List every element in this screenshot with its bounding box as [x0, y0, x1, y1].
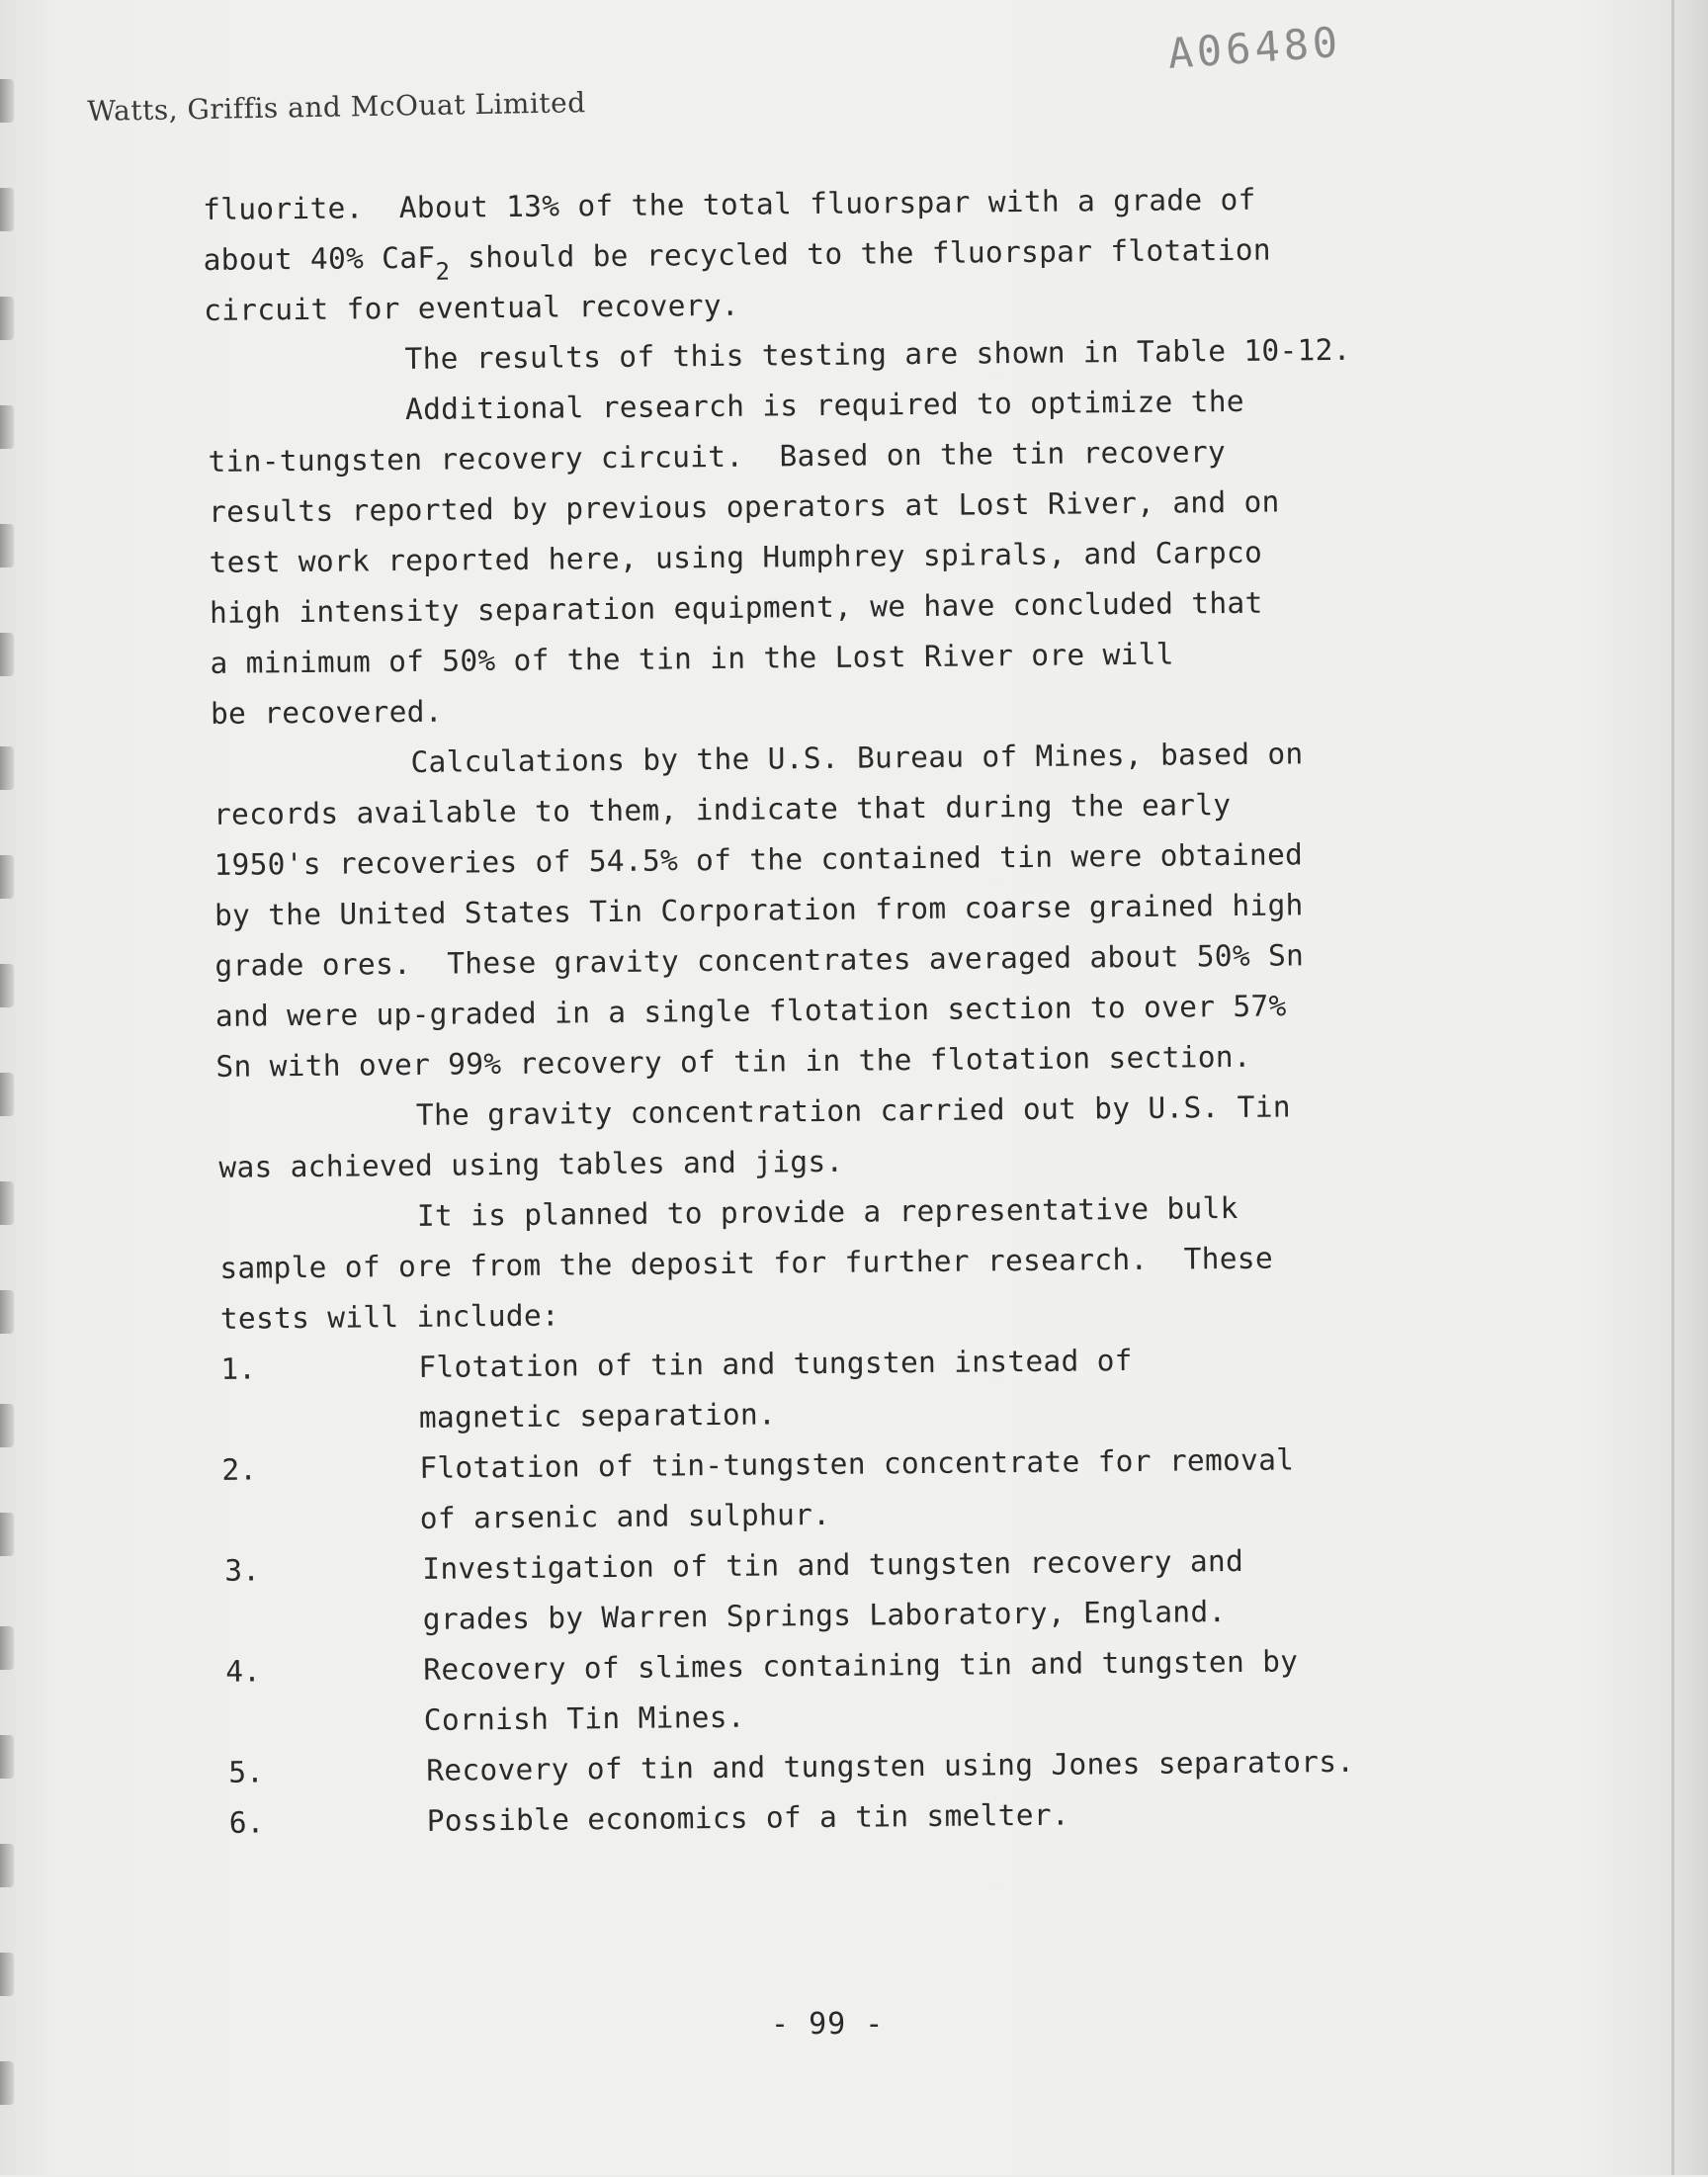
list-item-text: Recovery of tin and tungsten using Jones separators.: [426, 1744, 1355, 1787]
paragraph-line: a minimum of 50% of the tin in the Lost River ore will: [210, 637, 1174, 680]
paragraph-line: was achieved using tables and jigs.: [218, 1144, 844, 1184]
subscript: 2: [435, 257, 451, 286]
list-item-number: 3.: [224, 1553, 261, 1588]
list-item-text: of arsenic and sulphur.: [419, 1497, 831, 1535]
binding-hole: [0, 1735, 14, 1779]
paragraph-line: be recovered.: [210, 694, 443, 731]
paragraph-line: [203, 232, 1272, 286]
paragraph-line: test work reported here, using Humphrey spirals, and Carpco: [209, 535, 1263, 579]
paragraph-line: fluorite. About 13% of the total fluorspar with a grade of: [202, 182, 1256, 226]
paragraph-line: tests will include:: [219, 1298, 560, 1336]
text-run: about 40% CaF: [203, 240, 436, 277]
binding-hole: [0, 2061, 14, 2105]
paragraph-line: The gravity concentration carried out by U.S. Tin: [415, 1089, 1292, 1132]
paragraph-line: circuit for eventual recovery.: [203, 288, 740, 327]
text-run: should be recycled to the fluorspar flotation: [449, 232, 1272, 275]
paragraph-line: The results of this testing are shown in Table 10-12.: [404, 332, 1351, 376]
binding-hole: [0, 1626, 14, 1670]
list-item-number: 4.: [225, 1654, 262, 1689]
list-item-text: magnetic separation.: [418, 1397, 777, 1435]
list-item-number: 1.: [220, 1351, 257, 1386]
list-item-text: Flotation of tin and tungsten instead of: [418, 1343, 1133, 1384]
binding-hole: [0, 1953, 14, 1996]
letterhead: Watts, Griffis and McOuat Limited: [87, 86, 586, 128]
list-item-number: 2.: [221, 1452, 258, 1487]
document-stamp: A06480: [1166, 17, 1343, 78]
paragraph-line: high intensity separation equipment, we have concluded that: [209, 585, 1263, 630]
paragraph-line: Calculations by the U.S. Bureau of Mines, based on: [410, 737, 1304, 779]
list-item-text: Possible economics of a tin smelter.: [426, 1797, 1070, 1838]
paragraph-line: sample of ore from the deposit for further research. These: [219, 1241, 1274, 1285]
binding-hole: [0, 1844, 14, 1887]
paragraph-line: Sn with over 99% recovery of tin in the flotation section.: [215, 1039, 1252, 1084]
paragraph-line: by the United States Tin Corporation from coarse grained high: [214, 888, 1304, 932]
list-item-text: Flotation of tin-tungsten concentrate for removal: [419, 1442, 1295, 1485]
list-item-text: Recovery of slimes containing tin and tungsten by: [423, 1644, 1299, 1687]
paragraph-line: tin-tungsten recovery circuit. Based on the tin recovery: [208, 435, 1227, 479]
paragraph-line: and were up-graded in a single flotation section to over 57%: [214, 989, 1287, 1033]
page-number: - 99 -: [771, 2007, 885, 2042]
paragraph-line: It is planned to provide a representative bulk: [416, 1190, 1238, 1233]
list-item-text: Investigation of tin and tungsten recovery and: [422, 1543, 1244, 1586]
paragraph-line: grade ores. These gravity concentrates averaged about 50% Sn: [214, 938, 1305, 983]
list-item-number: 5.: [228, 1755, 264, 1789]
paragraph-line: Additional research is required to optimize the: [404, 384, 1245, 426]
list-item-text: Cornish Tin Mines.: [423, 1699, 746, 1737]
paragraph-line: 1950's recoveries of 54.5% of the contained tin were obtained: [214, 837, 1304, 882]
list-item-text: grades by Warren Springs Laboratory, England.: [422, 1595, 1227, 1636]
paragraph-line: results reported by previous operators at Lost River, and on: [208, 484, 1280, 529]
list-item-number: 6.: [228, 1805, 265, 1840]
paragraph-line: records available to them, indicate that during the early: [213, 787, 1232, 831]
